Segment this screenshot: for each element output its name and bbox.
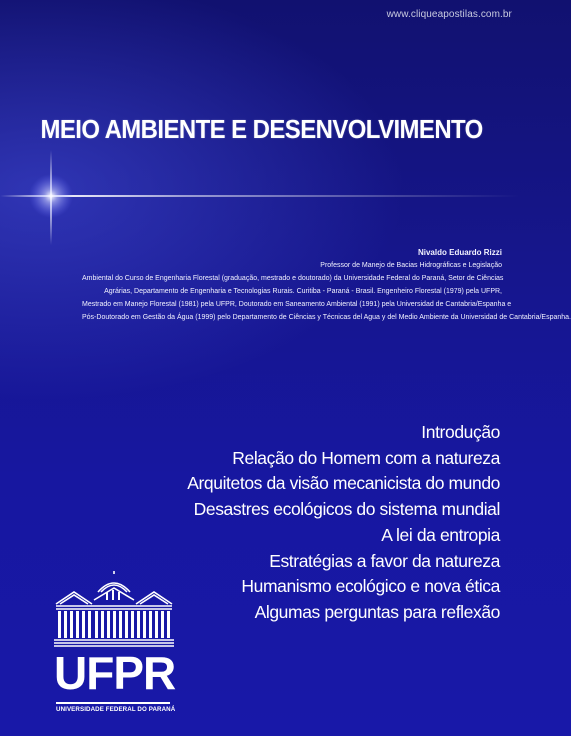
author-bio-line: Professor de Manejo de Bacias Hidrográficas e Legislação xyxy=(320,262,502,269)
topic-item: Introdução xyxy=(421,422,500,442)
university-building-icon xyxy=(54,570,174,648)
topic-item: Estratégias a favor da natureza xyxy=(269,550,500,571)
flare-horizontal-beam xyxy=(0,195,520,197)
author-block xyxy=(82,246,571,324)
author-bio-line: Mestrado em Manejo Florestal (1981) pela UFPR, Doutorado em Saneamento Ambiental (1991) pela Universidad de Cantabria/Espanha e xyxy=(82,301,512,308)
flare-vertical-beam xyxy=(50,150,52,245)
author-bio-line: Ambiental do Curso de Engenharia Florestal (graduação, mestrado e doutorado) da Universidade Federal do Paraná, Setor de Ciências xyxy=(82,275,504,282)
topic-item: Humanismo ecológico e nova ética xyxy=(241,576,500,597)
topics-list xyxy=(187,420,500,626)
author-name: Nivaldo Eduardo Rizzi xyxy=(417,248,502,257)
logo-acronym: UFPR xyxy=(54,647,176,699)
author-bio-line: Agrárias, Departamento de Engenharia e Tecnologias Rurais. Curitiba - Paraná - Brasil. Engenheiro Florestal (1979) pela UFPR, xyxy=(104,288,502,295)
logo-full-name: UNIVERSIDADE FEDERAL DO PARANÁ xyxy=(56,706,176,713)
topic-item: A lei da entropia xyxy=(381,524,500,545)
ufpr-logo xyxy=(54,570,174,718)
flare-glow xyxy=(29,174,73,218)
site-url: www.cliqueapostilas.com.br xyxy=(386,9,512,20)
logo-divider xyxy=(56,702,170,704)
topic-item: Arquitetos da visão mecanicista do mundo xyxy=(187,473,500,494)
author-bio-line: Pós-Doutorado em Gestão da Água (1999) pelo Departamento de Ciências y Técnicas del Agua y del Medio Ambiente da Universidad de Cantabria/Espanha. xyxy=(82,314,571,321)
page-title: MEIO AMBIENTE E DESENVOLVIMENTO xyxy=(40,114,483,144)
topic-item: Relação do Homem com a natureza xyxy=(232,447,500,468)
topic-item: Desastres ecológicos do sistema mundial xyxy=(193,499,500,520)
topic-item: Algumas perguntas para reflexão xyxy=(254,601,500,622)
